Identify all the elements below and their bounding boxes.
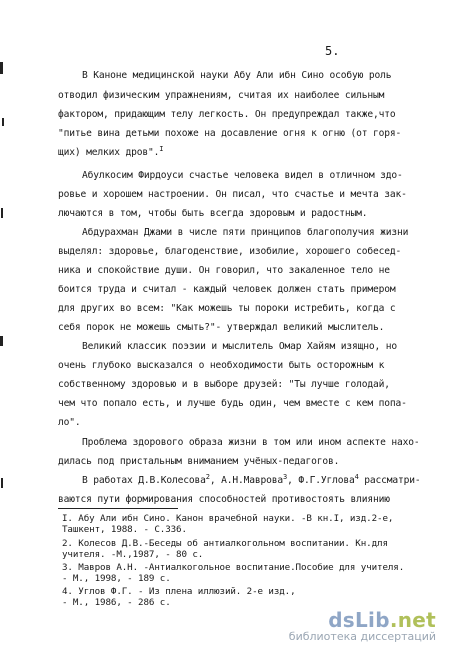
text-line: Абдурахман Джами в числе пяти принципов благополучия жизни — [82, 227, 409, 238]
footnote-line: I. Абу Али ибн Сино. Канон врачебной науки. -В кн.I, изд.2-е, — [62, 513, 394, 524]
footnote-ref: 3 — [283, 473, 288, 481]
footnote-line: - М., 1986, - 286 с. — [62, 597, 171, 608]
text-line: для других во всем: "Как можешь ты пороки истребить, когда с — [58, 303, 396, 314]
text-line: "питье вина детьми похоже на досавление огня к огню (от горя- — [58, 128, 402, 139]
text-line: Абулкосим Фирдоуси счастье человека видел в отличном здо- — [82, 170, 403, 181]
text-line: ваются пути формирования способностей противостоять влиянию — [58, 494, 390, 505]
text-line: чем что попало есть, и лучше будь один, чем вместе с кем попа- — [58, 398, 407, 409]
text-line: себя порок не можешь смыть?"- утверждал великий мыслитель. — [58, 322, 385, 333]
text-line: Проблема здорового образа жизни в том или ином аспекте нахо- — [82, 437, 420, 448]
text-line: лючаются в том, чтобы быть всегда здоровым и радостным. — [58, 208, 368, 219]
binding-mark — [0, 62, 3, 74]
footnote-line: Ташкент, 1988. - С.336. — [62, 524, 187, 535]
text-line: фактором, придающим телу легкость. Он предупреждал также,что — [58, 109, 396, 120]
footnote-line: - М., 1998, - 189 с. — [62, 573, 171, 584]
watermark-logo — [289, 608, 436, 643]
text-line: В Каноне медицинской науки Абу Али ибн Сино особую роль — [82, 70, 392, 81]
binding-mark — [0, 336, 3, 346]
text-line: очень глубоко высказался о необходимости быть осторожным к — [58, 360, 385, 371]
footnote-ref: 2 — [205, 473, 210, 481]
text-line: ло". — [58, 417, 81, 428]
footnote-line: 3. Мавров А.Н. -Антиалкогольное воспитание.Пособие для учителя. — [62, 562, 405, 573]
text-line: боится труда и считал - каждый человек должен стать примером — [58, 284, 396, 295]
text-line: Великий классик поэзии и мыслитель Омар Хайям изящно, но — [82, 341, 398, 352]
text-line: В работах Д.В.Колесова$^2$, А.Н.Маврова$^3$, Ф.Г.Углова$^4$ рассматри- — [82, 473, 421, 486]
footnote-line: 2. Колесов Д.В.-Беседы об антиалкогольном воспитании. Кн.для — [62, 538, 388, 549]
footnote-divider — [58, 508, 178, 509]
text-line: ника и спокойствие души. Он говорил, что закаленное тело не — [58, 265, 390, 276]
page-number: 5. — [325, 44, 340, 58]
binding-mark — [2, 118, 4, 126]
footnote-ref: I — [159, 145, 164, 153]
binding-mark — [1, 478, 3, 488]
binding-mark — [1, 208, 3, 218]
text-line: ровье и хорошем настроении. Он писал, что счастье и мечта зак- — [58, 189, 407, 200]
watermark-subtitle: библиотека диссертаций — [288, 630, 436, 643]
text-line: отводил физическим упражнениям, считая их наиболее сильным — [58, 90, 385, 101]
text-line: дилась под пристальным вниманием учёных-педагогов. — [58, 456, 340, 467]
text-line: выделял: здоровье, благоденствие, изобилие, хорошего собесед- — [58, 246, 402, 257]
watermark-site: dsLib.net — [328, 608, 436, 632]
footnote-line: учителя. -М.,1987, - 80 с. — [62, 549, 204, 560]
footnote-ref: 4 — [354, 473, 359, 481]
text-line: собственному здоровью и в выборе друзей: "Ты лучше голодай, — [58, 379, 390, 390]
text-line: щих) мелких дров".$^I$ — [58, 145, 164, 158]
footnote-line: 4. Углов Ф.Г. - Из плена иллюзий. 2-е изд., — [62, 586, 296, 597]
